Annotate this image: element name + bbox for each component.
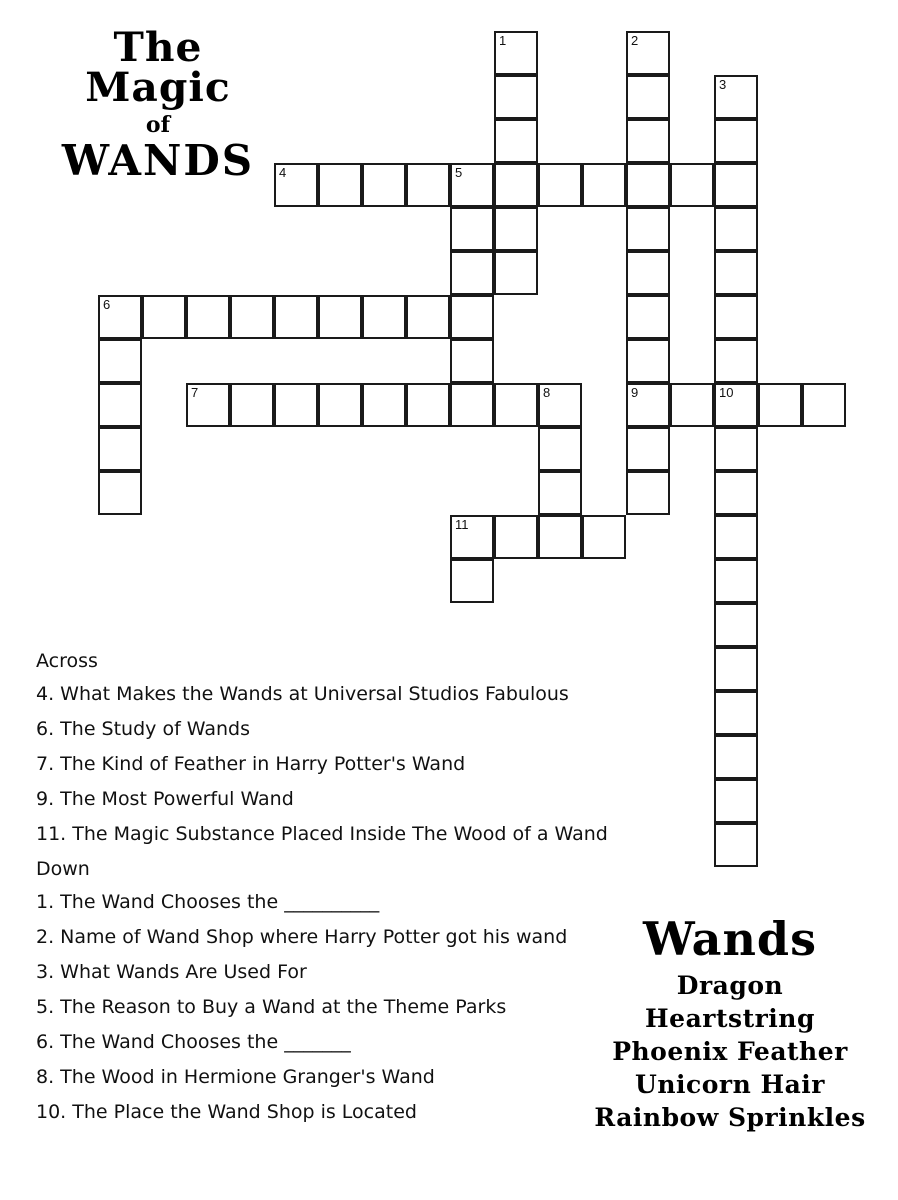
grid-cell-7[interactable] bbox=[186, 383, 230, 427]
cell-number: 8 bbox=[543, 385, 551, 400]
grid-cell[interactable] bbox=[538, 427, 582, 471]
cell-number: 3 bbox=[719, 77, 727, 92]
grid-cell[interactable] bbox=[98, 339, 142, 383]
grid-cell[interactable] bbox=[450, 207, 494, 251]
grid-cell[interactable] bbox=[450, 559, 494, 603]
grid-cell[interactable] bbox=[230, 295, 274, 339]
word-bank-title: Wands bbox=[643, 912, 817, 966]
grid-cell[interactable] bbox=[714, 207, 758, 251]
cell-number: 9 bbox=[631, 385, 639, 400]
grid-cell[interactable] bbox=[714, 515, 758, 559]
grid-cell-1[interactable] bbox=[494, 31, 538, 75]
grid-cell[interactable] bbox=[494, 119, 538, 163]
cell-number: 11 bbox=[455, 517, 469, 532]
cell-number: 1 bbox=[499, 33, 507, 48]
grid-cell-5[interactable] bbox=[450, 163, 494, 207]
grid-cell[interactable] bbox=[714, 647, 758, 691]
grid-cell[interactable] bbox=[450, 339, 494, 383]
grid-cell[interactable] bbox=[406, 295, 450, 339]
grid-cell[interactable] bbox=[450, 383, 494, 427]
grid-cell[interactable] bbox=[626, 207, 670, 251]
grid-cell[interactable] bbox=[450, 295, 494, 339]
grid-cell[interactable] bbox=[714, 427, 758, 471]
word-bank bbox=[590, 912, 870, 1134]
cell-number: 6 bbox=[103, 297, 111, 312]
grid-cell[interactable] bbox=[362, 295, 406, 339]
clues-section bbox=[36, 650, 636, 1136]
down-heading: Down bbox=[36, 858, 90, 880]
grid-cell[interactable] bbox=[318, 163, 362, 207]
grid-cell[interactable] bbox=[670, 383, 714, 427]
title-line-2: of bbox=[145, 112, 171, 138]
grid-cell[interactable] bbox=[714, 295, 758, 339]
cell-number: 5 bbox=[455, 165, 463, 180]
cell-number: 10 bbox=[719, 385, 734, 400]
grid-cell[interactable] bbox=[318, 295, 362, 339]
grid-cell[interactable] bbox=[538, 515, 582, 559]
grid-cell[interactable] bbox=[626, 471, 670, 515]
grid-cell[interactable] bbox=[230, 383, 274, 427]
clue-item: 6. The Study of Wands bbox=[36, 718, 251, 740]
grid-cell[interactable] bbox=[98, 383, 142, 427]
grid-cell-3[interactable] bbox=[714, 75, 758, 119]
grid-cell[interactable] bbox=[186, 295, 230, 339]
cell-number: 2 bbox=[631, 33, 639, 48]
grid-cell[interactable] bbox=[714, 163, 758, 207]
clue-item: 6. The Wand Chooses the _______ bbox=[36, 1031, 351, 1053]
grid-cell-6[interactable] bbox=[98, 295, 142, 339]
word-bank-item: Rainbow Sprinkles bbox=[594, 1103, 866, 1133]
cell-number: 4 bbox=[279, 165, 287, 180]
clue-item: 7. The Kind of Feather in Harry Potter's Wand bbox=[36, 753, 466, 775]
grid-cell[interactable] bbox=[714, 735, 758, 779]
clue-item: 10. The Place the Wand Shop is Located bbox=[36, 1101, 417, 1123]
grid-cell[interactable] bbox=[626, 339, 670, 383]
grid-cell[interactable] bbox=[626, 75, 670, 119]
grid-cell[interactable] bbox=[274, 383, 318, 427]
grid-cell[interactable] bbox=[494, 75, 538, 119]
grid-cell[interactable] bbox=[714, 471, 758, 515]
clue-item: 9. The Most Powerful Wand bbox=[36, 788, 294, 810]
title-line-1: The Magic bbox=[85, 24, 231, 111]
grid-cell[interactable] bbox=[362, 163, 406, 207]
grid-cell[interactable] bbox=[714, 779, 758, 823]
grid-cell[interactable] bbox=[494, 163, 538, 207]
grid-cell[interactable] bbox=[714, 339, 758, 383]
word-bank-item: Dragon Heartstring bbox=[645, 971, 815, 1034]
grid-cell[interactable] bbox=[318, 383, 362, 427]
grid-cell[interactable] bbox=[362, 383, 406, 427]
grid-cell[interactable] bbox=[714, 559, 758, 603]
grid-cell[interactable] bbox=[714, 823, 758, 867]
across-clue-list bbox=[36, 683, 636, 845]
grid-cell[interactable] bbox=[582, 515, 626, 559]
across-heading: Across bbox=[36, 650, 98, 672]
grid-cell[interactable] bbox=[406, 163, 450, 207]
grid-cell[interactable] bbox=[538, 471, 582, 515]
grid-cell[interactable] bbox=[494, 207, 538, 251]
grid-cell[interactable] bbox=[406, 383, 450, 427]
grid-cell[interactable] bbox=[626, 119, 670, 163]
clue-item: 1. The Wand Chooses the __________ bbox=[36, 891, 380, 913]
grid-cell[interactable] bbox=[494, 251, 538, 295]
clue-item: 2. Name of Wand Shop where Harry Potter got his wand bbox=[36, 926, 568, 948]
grid-cell[interactable] bbox=[758, 383, 802, 427]
grid-cell[interactable] bbox=[274, 295, 318, 339]
clue-item: 5. The Reason to Buy a Wand at the Theme Parks bbox=[36, 996, 507, 1018]
grid-cell-11[interactable] bbox=[450, 515, 494, 559]
grid-cell[interactable] bbox=[802, 383, 846, 427]
grid-cell-10[interactable] bbox=[714, 383, 758, 427]
word-bank-item: Phoenix Feather bbox=[612, 1037, 848, 1067]
grid-cell[interactable] bbox=[538, 163, 582, 207]
word-bank-item: Unicorn Hair bbox=[635, 1070, 825, 1100]
grid-cell-9[interactable] bbox=[626, 383, 670, 427]
grid-cell[interactable] bbox=[494, 383, 538, 427]
grid-cell[interactable] bbox=[626, 163, 670, 207]
grid-cell-8[interactable] bbox=[538, 383, 582, 427]
clue-item: 4. What Makes the Wands at Universal Studios Fabulous bbox=[36, 683, 569, 705]
title-line-3: WANDS bbox=[61, 136, 255, 185]
grid-cell[interactable] bbox=[450, 251, 494, 295]
grid-cell[interactable] bbox=[98, 471, 142, 515]
grid-cell[interactable] bbox=[626, 251, 670, 295]
down-clue-list bbox=[36, 891, 636, 1123]
clue-item: 11. The Magic Substance Placed Inside The Wood of a Wand bbox=[36, 823, 608, 845]
grid-cell[interactable] bbox=[626, 427, 670, 471]
grid-cell[interactable] bbox=[494, 515, 538, 559]
grid-cell[interactable] bbox=[714, 251, 758, 295]
cell-number: 7 bbox=[191, 385, 199, 400]
grid-cell[interactable] bbox=[670, 163, 714, 207]
grid-cell[interactable] bbox=[98, 427, 142, 471]
word-bank-items bbox=[590, 969, 870, 1134]
grid-cell[interactable] bbox=[714, 603, 758, 647]
grid-cell[interactable] bbox=[714, 119, 758, 163]
grid-cell[interactable] bbox=[714, 691, 758, 735]
clue-item: 3. What Wands Are Used For bbox=[36, 961, 307, 983]
grid-cell[interactable] bbox=[582, 163, 626, 207]
grid-cell-2[interactable] bbox=[626, 31, 670, 75]
clue-item: 8. The Wood in Hermione Granger's Wand bbox=[36, 1066, 435, 1088]
grid-cell[interactable] bbox=[142, 295, 186, 339]
grid-cell[interactable] bbox=[626, 295, 670, 339]
grid-cell-4[interactable] bbox=[274, 163, 318, 207]
